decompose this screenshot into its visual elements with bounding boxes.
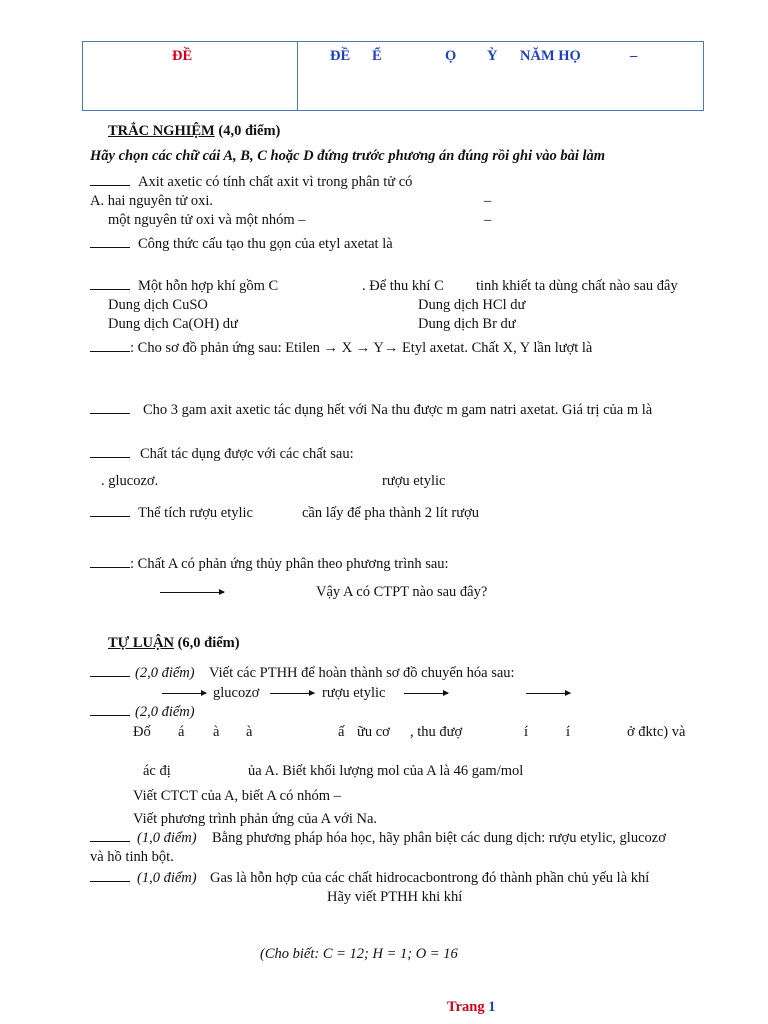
- e2-l1-a: Đố: [133, 724, 151, 740]
- q6-option-1: . glucozơ.: [101, 473, 159, 489]
- e2-l1-c: à: [213, 724, 220, 740]
- q4-line: [90, 340, 130, 357]
- q2-line: [90, 236, 130, 253]
- answer-blank[interactable]: [90, 665, 130, 677]
- q4-text: : Cho sơ đồ phản ứng sau: Etilen → X → Y→ Etyl axetat. Chất X, Y lần lượt là: [130, 340, 593, 356]
- e4-text-2: Hãy viết PTHH khi khí: [327, 889, 463, 905]
- header-left-title: ĐỀ: [172, 48, 193, 64]
- header-right-3: Ọ: [445, 48, 457, 64]
- e2-points: (2,0 điểm): [135, 704, 195, 720]
- q8-reaction-arrow: [160, 584, 224, 601]
- e2-l2-b: ủa A. Biết khối lượng mol của A là 46 gam/mol: [248, 763, 524, 779]
- q5-text: Cho 3 gam axit axetic tác dụng hết với Na thu được m gam natri axetat. Giá trị của m là: [143, 402, 653, 418]
- answer-blank[interactable]: [90, 236, 130, 248]
- section-trac-nghiem: TRẮC NGHIỆM (4,0 điểm): [108, 123, 281, 139]
- header-divider: [297, 42, 298, 110]
- q2-text: Công thức cấu tạo thu gọn của etyl axetat là: [138, 236, 393, 252]
- e2-l4: Viết phương trình phản ứng của A với Na.: [133, 811, 378, 827]
- e2-l1-e: ấ: [338, 724, 345, 740]
- arrow-icon: [526, 693, 570, 694]
- e3-text-2: và hồ tinh bột.: [90, 849, 174, 865]
- q7-text-b: cần lấy để pha thành 2 lít rượu: [302, 505, 479, 521]
- answer-blank[interactable]: [90, 278, 130, 290]
- e2-l1-h: í: [524, 724, 529, 740]
- q1-option-c: một nguyên tử oxi và một nhóm –: [108, 212, 306, 228]
- answer-blank[interactable]: [90, 174, 130, 186]
- answer-blank[interactable]: [90, 446, 130, 458]
- instruction: Hãy chọn các chữ cái A, B, C hoặc D đứng trước phương án đúng rồi ghi vào bài làm: [90, 148, 606, 164]
- e3-text: Bằng phương pháp hóa học, hãy phân biệt các dung dịch: rượu etylic, glucozơ: [212, 830, 666, 846]
- q6-option-2: rượu etylic: [382, 473, 446, 489]
- q3-option-1: Dung dịch CuSO: [108, 297, 208, 313]
- e4-line: [90, 870, 130, 887]
- q7-line: [90, 505, 130, 522]
- answer-blank[interactable]: [90, 402, 130, 414]
- e1-chain-arrow-3: [404, 685, 448, 702]
- e1-chain-arrow-2: [270, 685, 314, 702]
- e2-l1-j: ở đktc) và: [627, 724, 686, 740]
- answer-blank[interactable]: [90, 505, 130, 517]
- header-right-6: –: [630, 48, 638, 64]
- q1-dash-1: –: [484, 193, 492, 209]
- e1-chain-arrow-4: [526, 685, 570, 702]
- e2-l1-f: ữu cơ: [357, 724, 390, 740]
- answer-blank[interactable]: [90, 704, 130, 716]
- q3-option-2: Dung dịch HCl dư: [418, 297, 526, 313]
- e1-chain-glucozo: glucozơ: [213, 685, 260, 701]
- q3-text-a: Một hỗn hợp khí gồm C: [138, 278, 279, 294]
- e1-chain-arrow-1: [162, 685, 206, 702]
- q3-text-b: . Để thu khí C: [362, 278, 444, 294]
- q3-line: [90, 278, 130, 295]
- q3-option-3: Dung dịch Ca(OH) dư: [108, 316, 238, 332]
- arrow-icon: [270, 693, 314, 694]
- e2-l1-g: , thu đượ: [410, 724, 463, 740]
- answer-blank[interactable]: [90, 556, 130, 568]
- e1-chain-ruou: rượu etylic: [322, 685, 386, 701]
- header-right-5: NĂM HỌ: [520, 48, 581, 64]
- q8-question: Vậy A có CTPT nào sau đây?: [316, 584, 488, 600]
- q5-line: [90, 402, 130, 419]
- q1-line: [90, 174, 130, 191]
- answer-blank[interactable]: [90, 830, 130, 842]
- q3-text-c: tinh khiết ta dùng chất nào sau đây: [476, 278, 678, 294]
- e2-l3: Viết CTCT của A, biết A có nhóm –: [133, 788, 341, 804]
- e1-line: [90, 665, 130, 682]
- e2-l1-b: á: [178, 724, 185, 740]
- q1-text: Axit axetic có tính chất axit vì trong phân tử có: [138, 174, 413, 190]
- section-tu-luan: TỰ LUẬN (6,0 điểm): [108, 635, 240, 651]
- q8-line: [90, 556, 130, 573]
- header-right-2: Ể: [372, 48, 382, 64]
- e2-l2-a: ác đị: [143, 763, 171, 779]
- q6-line: [90, 446, 130, 463]
- q1-option-a: A. hai nguyên tử oxi.: [90, 193, 214, 209]
- q7-text-a: Thể tích rượu etylic: [138, 505, 253, 521]
- q3-option-4: Dung dịch Br dư: [418, 316, 516, 332]
- header-right-4: Ỳ: [487, 48, 498, 64]
- e1-text: Viết các PTHH để hoàn thành sơ đồ chuyển hóa sau:: [209, 665, 515, 681]
- header-right-1: ĐỀ: [330, 48, 351, 64]
- arrow-icon: [162, 693, 206, 694]
- e4-points: (1,0 điểm): [137, 870, 197, 886]
- q1-dash-2: –: [484, 212, 492, 228]
- e2-line: [90, 704, 130, 721]
- arrow-icon: [160, 592, 224, 593]
- e3-line: [90, 830, 130, 847]
- answer-blank[interactable]: [90, 340, 130, 352]
- e2-l1-i: í: [566, 724, 571, 740]
- e1-points: (2,0 điểm): [135, 665, 195, 681]
- arrow-icon: [404, 693, 448, 694]
- e2-l1-d: à: [246, 724, 253, 740]
- q6-text: Chất tác dụng được với các chất sau:: [140, 446, 354, 462]
- q8-text: : Chất A có phản ứng thủy phân theo phương trình sau:: [130, 556, 449, 572]
- e4-text: Gas là hỗn hợp của các chất hidrocacbontrong đó thành phần chủ yếu là khí: [210, 870, 650, 886]
- page-footer: Trang 1: [447, 999, 496, 1015]
- e3-points: (1,0 điểm): [137, 830, 197, 846]
- answer-blank[interactable]: [90, 870, 130, 882]
- given-atomic-masses: (Cho biết: C = 12; H = 1; O = 16: [260, 946, 458, 962]
